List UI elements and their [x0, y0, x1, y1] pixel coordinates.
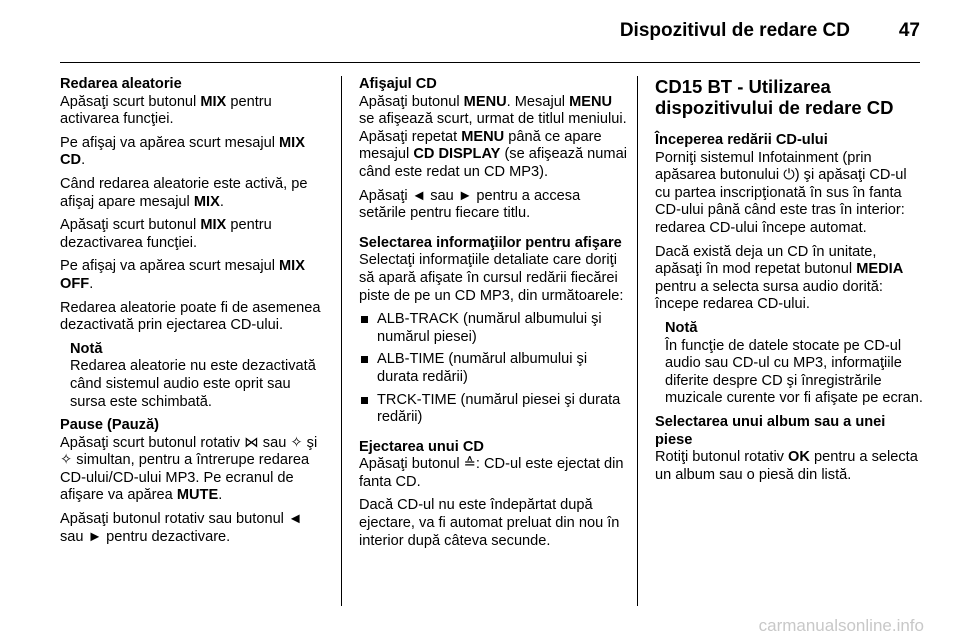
bullet-icon [361, 356, 368, 363]
header-title: Dispozitivul de redare CD [619, 20, 850, 41]
paragraph: Apăsaţi butonul rotativ sau butonul ◄ sau ► pentru dezactivare. [60, 511, 303, 545]
bullet-list [359, 311, 627, 427]
paragraph: Pe afişaj va apărea scurt mesajul MIX CD. [60, 134, 305, 169]
note-title: Notă [665, 319, 698, 336]
paragraph: Pe afişaj va apărea scurt mesajul MIX OFF. [60, 258, 305, 292]
start-heading: Începerea redării CD-ului [655, 132, 828, 148]
note-text: Redarea aleatorie nu este dezactivată când sistemul audio este oprit sau sursa este schimbată. [70, 358, 316, 410]
column-1 [60, 76, 328, 552]
paragraph: Selectaţi informaţiile detaliate care doriţi să apară afişate în cursul redării fiecărei piste de pe un CD MP3, din următoarele: [359, 252, 624, 304]
note-title: Notă [70, 340, 103, 357]
volume-icon: ✧ [60, 452, 73, 469]
paragraph: Apăsaţi scurt butonul MIX pentru activarea funcţiei. [60, 93, 272, 128]
paragraph: Când redarea aleatorie este activă, pe afişaj apare mesajul MIX. [60, 175, 308, 210]
paragraph: Rotiţi butonul rotativ OK pentru a selecta un album sau o piesă din listă. [655, 449, 918, 483]
paragraph: Redarea aleatorie poate fi de asemenea dezactivată prin ejectarea CD-ului. [60, 299, 321, 334]
note-box [60, 341, 328, 411]
section-title: CD15 BT - Utilizarea dispozitivului de redare CD [655, 76, 894, 118]
page-header [60, 0, 920, 63]
column-3 [655, 76, 923, 490]
info-heading: Selectarea informaţiilor pentru afişare [359, 234, 622, 251]
power-icon: ⏻ [783, 167, 795, 184]
paragraph: Porniţi sistemul Infotainment (prin apăsarea butonului ⏻) şi apăsaţi CD-ul cu partea inscripţionată în sus în fanta CD-ului până când este tras în interior: redarea CD-ului începe automat. [655, 149, 907, 236]
paragraph: Dacă CD-ul nu este îndepărtat după ejectare, va fi automat preluat din nou în interior după câteva secunde. [359, 497, 620, 549]
column-divider [341, 76, 342, 606]
watermark: carmanualsonline.info [758, 616, 924, 635]
bullet-icon [361, 397, 368, 404]
display-heading: Afişajul CD [359, 76, 437, 92]
eject-icon: ≙ [463, 456, 476, 473]
mute-icon: ⋈ [244, 434, 259, 451]
column-2 [359, 76, 627, 556]
album-heading: Selectarea unui album sau a unei piese [655, 413, 886, 448]
paragraph: Dacă există deja un CD în unitate, apăsaţi în mod repetat butonul MEDIA pentru a selecta sursa audio dorită: începe redarea CD-ului. [655, 243, 904, 313]
note-text: În funcţie de datele stocate pe CD-ul audio sau CD-ul cu MP3, informaţiile diferite despre CD şi înregistrările muzicale curente vor fi afişate pe ecran. [665, 337, 923, 407]
paragraph: Apăsaţi ◄ sau ► pentru a accesa setările pentru fiecare titlu. [359, 187, 581, 222]
left-arrow-icon: ◄ [411, 187, 427, 204]
pause-heading: Pause (Pauză) [60, 417, 159, 434]
list-item: TRCK-TIME (numărul piesei şi durata redării) [359, 392, 627, 427]
page-number: 47 [898, 20, 920, 41]
paragraph: Apăsaţi butonul ≙: CD-ul este ejectat din fanta CD. [359, 456, 624, 490]
right-arrow-icon: ► [457, 187, 473, 204]
left-arrow-icon: ◄ [287, 511, 303, 528]
paragraph: Apăsaţi butonul MENU. Mesajul MENU se afişează scurt, urmat de titlul meniului. Apăsaţi repetat MENU până ce apare mesajul CD DISPLAY (se afişează numai când este redat un CD MP3). [359, 93, 627, 180]
column-divider [637, 76, 638, 606]
random-heading: Redarea aleatorie [60, 76, 182, 92]
paragraph: Apăsaţi scurt butonul rotativ ⋈ sau ✧ şi ✧ simultan, pentru a întrerupe redarea CD-ului/CD-ului MP3. Pe ecranul de afişare va apărea MUTE. [60, 434, 318, 504]
bullet-icon [361, 316, 368, 323]
right-arrow-icon: ► [87, 528, 103, 545]
list-item: ALB-TRACK (numărul albumului şi numărul piesei) [359, 311, 627, 346]
list-item: ALB-TIME (numărul albumului şi durata redării) [359, 351, 627, 386]
volume-icon: ✧ [290, 434, 303, 451]
eject-heading: Ejectarea unui CD [359, 438, 484, 455]
note-box [655, 320, 923, 408]
paragraph: Apăsaţi scurt butonul MIX pentru dezactivarea funcţiei. [60, 217, 272, 251]
